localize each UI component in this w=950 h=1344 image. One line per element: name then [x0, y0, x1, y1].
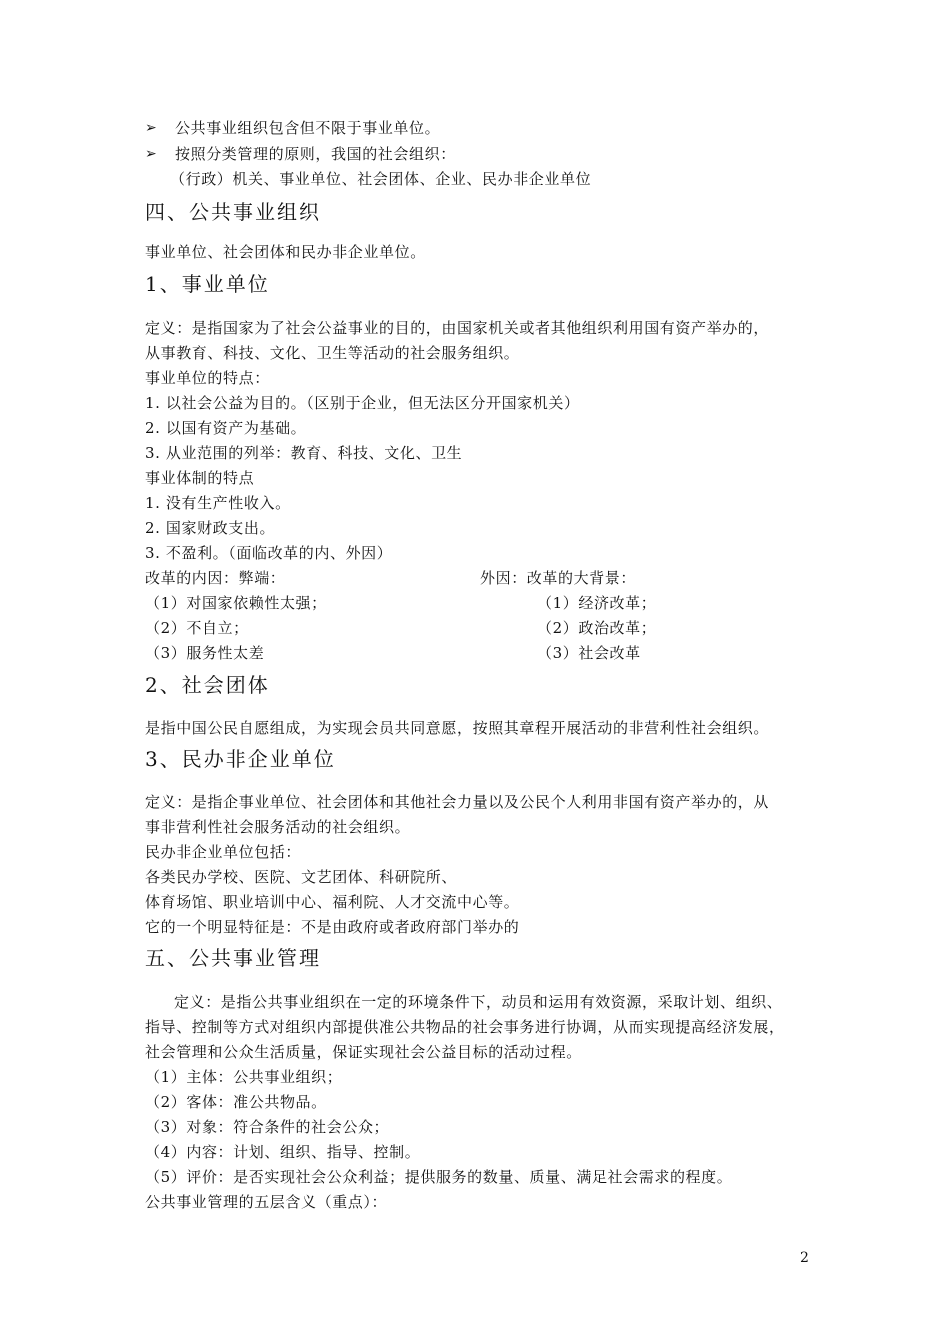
s1-features-title: 事业单位的特点：: [145, 369, 270, 387]
s3-includes-line2: 体育场馆、职业培训中心、福利院、人才交流中心等。: [145, 893, 520, 911]
sec5-item-2: （2）客体：准公共物品。: [145, 1093, 327, 1111]
external-cause-2: （2）政治改革；: [537, 619, 657, 637]
external-cause-1: （1）经济改革；: [537, 594, 657, 612]
sec5-item-3: （3）对象：符合条件的社会公众；: [145, 1118, 390, 1136]
external-cause-3: （3）社会改革: [537, 644, 641, 662]
sec5-definition-line3: 社会管理和公众生活质量，保证实现社会公益目标的活动过程。: [145, 1043, 582, 1061]
subsection-heading-1: 1、事业单位: [145, 272, 270, 296]
sec5-item-5: （5）评价：是否实现社会公众利益；提供服务的数量、质量、满足社会需求的程度。: [145, 1168, 733, 1186]
s1-definition-line1: 定义：是指国家为了社会公益事业的目的，由国家机关或者其他组织利用国有资产举办的，: [145, 319, 770, 337]
internal-cause-2: （2）不自立；: [145, 619, 249, 637]
s3-definition-line2: 事非营利性社会服务活动的社会组织。: [145, 818, 411, 836]
section-heading-4: 四、公共事业组织: [145, 200, 321, 224]
sec5-definition-line1: 定义：是指公共事业组织在一定的环境条件下，动员和运用有效资源，采取计划、组织、: [174, 993, 783, 1011]
bullet-item-2: 按照分类管理的原则，我国的社会组织：: [175, 145, 456, 163]
s2-definition: 是指中国公民自愿组成，为实现会员共同意愿，按照其章程开展活动的非营利性社会组织。: [145, 719, 770, 737]
s1-system-2: 2. 国家财政支出。: [145, 519, 276, 537]
s1-feature-1: 1. 以社会公益为目的。（区别于企业，但无法区分开国家机关）: [145, 394, 580, 412]
sec5-five-levels: 公共事业管理的五层含义（重点）：: [145, 1193, 388, 1211]
sec5-definition-line2: 指导、控制等方式对组织内部提供准公共物品的社会事务进行协调，从而实现提高经济发展，: [145, 1018, 785, 1036]
s1-feature-3: 3. 从业范围的列举：教育、科技、文化、卫生: [145, 444, 463, 462]
internal-cause-1: （1）对国家依赖性太强；: [145, 594, 327, 612]
s1-feature-2: 2. 以国有资产为基础。: [145, 419, 307, 437]
section-4-intro: 事业单位、社会团体和民办非企业单位。: [145, 243, 426, 261]
s1-definition-line2: 从事教育、科技、文化、卫生等活动的社会服务组织。: [145, 344, 520, 362]
s1-system-title: 事业体制的特点: [145, 469, 255, 487]
s1-system-1: 1. 没有生产性收入。: [145, 494, 291, 512]
external-cause-title: 外因：改革的大背景：: [480, 569, 637, 587]
sec5-item-4: （4）内容：计划、组织、指导、控制。: [145, 1143, 421, 1161]
section-heading-5: 五、公共事业管理: [145, 946, 321, 970]
s3-includes-title: 民办非企业单位包括：: [145, 843, 302, 861]
subsection-heading-3: 3、民办非企业单位: [145, 747, 336, 771]
s1-system-3: 3. 不盈利。（面临改革的内、外因）: [145, 544, 393, 562]
org-types-line: （行政）机关、事业单位、社会团体、企业、民办非企业单位: [170, 170, 592, 188]
subsection-heading-2: 2、社会团体: [145, 673, 270, 697]
internal-cause-title: 改革的内因：弊端：: [145, 569, 286, 587]
bullet-item-1: 公共事业组织包含但不限于事业单位。: [175, 119, 441, 137]
bullet-arrow-icon: ➢: [145, 120, 157, 136]
sec5-item-1: （1）主体：公共事业组织；: [145, 1068, 343, 1086]
s3-feature: 它的一个明显特征是：不是由政府或者政府部门举办的: [145, 918, 520, 936]
page-number: 2: [800, 1250, 809, 1266]
bullet-arrow-icon: ➢: [145, 146, 157, 162]
s3-includes-line1: 各类民办学校、医院、文艺团体、科研院所、: [145, 868, 458, 886]
s3-definition-line1: 定义：是指企事业单位、社会团体和其他社会力量以及公民个人利用非国有资产举办的，从: [145, 793, 770, 811]
internal-cause-3: （3）服务性太差: [145, 644, 265, 662]
